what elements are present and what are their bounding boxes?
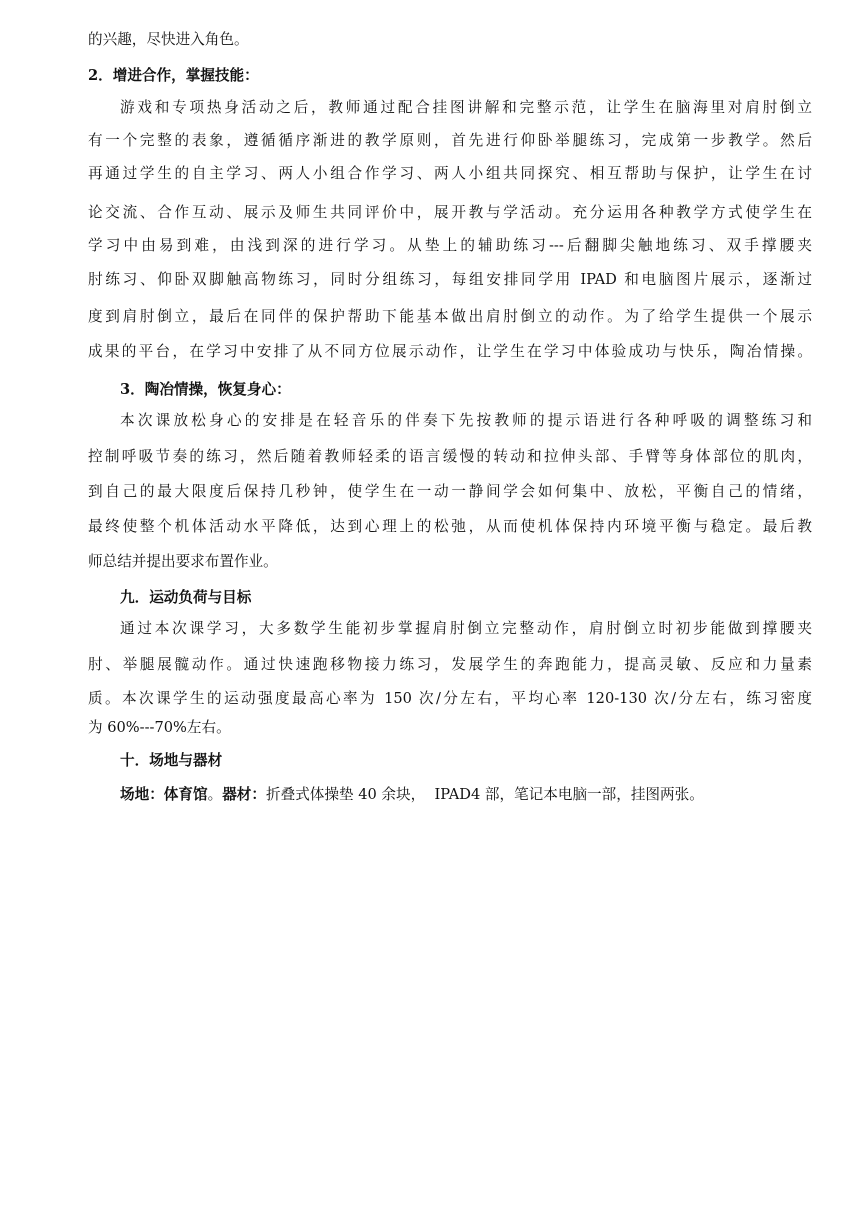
venue-equipment-line [120, 778, 812, 811]
venue-value: 体育馆 [163, 786, 208, 803]
paragraph-line: 有一个完整的表象，遵循循序渐进的教学原则，首先进行仰卧举腿练习，完成第一步教学。然后 [88, 132, 812, 149]
venue-separator: 。 [207, 786, 223, 803]
equipment-label: 器材： [222, 786, 266, 803]
paragraph-line: 质。本次课学生的运动强度最高心率为 150 次/分左右，平均心率 120-130 次/分左右，练习密度 [88, 690, 812, 707]
equipment-value: 折叠式体操垫 40 余块， IPAD4 部，笔记本电脑一部，挂图两张。 [266, 786, 704, 803]
section-heading-venue-equipment: 十．场地与器材 [120, 752, 223, 769]
paragraph-line: 游戏和专项热身活动之后，教师通过配合挂图讲解和完整示范，让学生在脑海里对肩肘倒立 [120, 99, 812, 116]
paragraph-line: 为 60%---70%左右。 [88, 719, 231, 736]
paragraph-line: 肘、举腿展髋动作。通过快速跑移物接力练习，发展学生的奔跑能力，提高灵敏、反应和力量素 [88, 656, 812, 673]
section-heading-exercise-load: 九．运动负荷与目标 [120, 589, 252, 606]
section-heading-cooperation: 2．增进合作，掌握技能： [88, 67, 259, 84]
paragraph-line: 通过本次课学习，大多数学生能初步掌握肩肘倒立完整动作，肩肘倒立时初步能做到撑腰夹 [120, 620, 812, 637]
paragraph-line: 最终使整个机体活动水平降低，达到心理上的松弛，从而使机体保持内环境平衡与稳定。最后教 [88, 518, 812, 535]
paragraph-line: 成果的平台，在学习中安排了从不同方位展示动作，让学生在学习中体验成功与快乐，陶冶情操。 [88, 343, 812, 360]
paragraph-line: 师总结并提出要求布置作业。 [88, 553, 278, 570]
paragraph-line: 再通过学生的自主学习、两人小组合作学习、两人小组共同探究、相互帮助与保护，让学生在讨 [88, 165, 812, 182]
paragraph-line: 到自己的最大限度后保持几秒钟，使学生在一动一静间学会如何集中、放松，平衡自己的情绪， [88, 483, 812, 500]
venue-label: 场地： [120, 786, 164, 803]
paragraph-line: 本次课放松身心的安排是在轻音乐的伴奏下先按教师的提示语进行各种呼吸的调整练习和 [120, 412, 812, 429]
paragraph-line: 学习中由易到难，由浅到深的进行学习。从垫上的辅助练习---后翻脚尖触地练习、双手撑腰夹 [88, 237, 812, 254]
paragraph-line: 控制呼吸节奏的练习，然后随着教师轻柔的语言缓慢的转动和拉伸头部、手臂等身体部位的肌肉， [88, 448, 812, 465]
paragraph-line: 度到肩肘倒立，最后在同伴的保护帮助下能基本做出肩肘倒立的动作。为了给学生提供一个展示 [88, 308, 812, 325]
paragraph-line: 肘练习、仰卧双脚触高物练习，同时分组练习，每组安排同学用 IPAD 和电脑图片展示，逐渐过 [88, 271, 812, 288]
paragraph-line: 论交流、合作互动、展示及师生共同评价中，展开教与学活动。充分运用各种教学方式使学生在 [88, 204, 812, 221]
section-heading-relaxation: 3．陶冶情操，恢复身心： [120, 381, 291, 398]
paragraph-line: 的兴趣，尽快进入角色。 [88, 31, 249, 48]
